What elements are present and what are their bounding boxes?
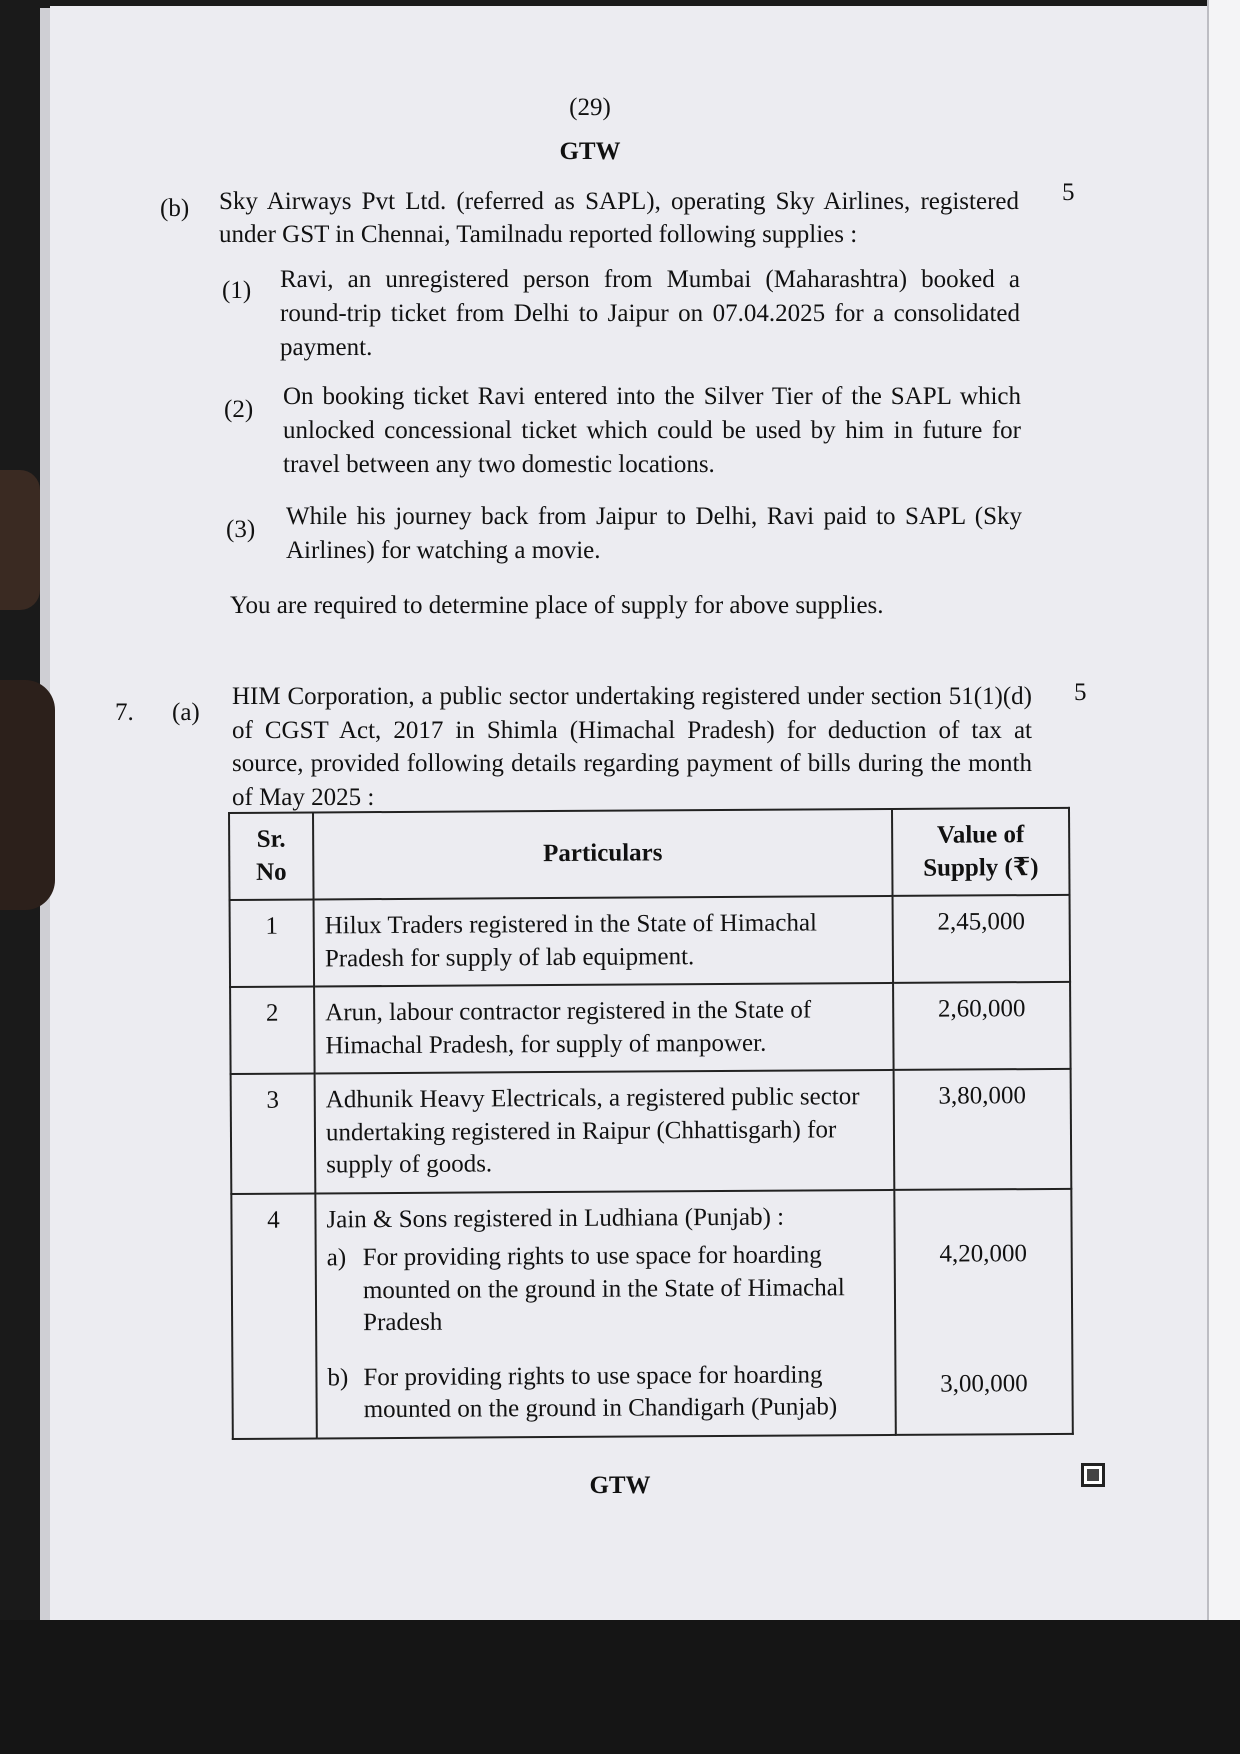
table-row [231,1069,1072,1194]
cell-value: 2,45,000 [893,895,1071,983]
cell-sr: 4 [231,1193,316,1439]
item-text: Ravi, an unregistered person from Mumbai (Maharashtra) booked a round-trip ticket from Delhi to Jaipur on 07.04.2025 for a consolidated payment. [280,266,1020,361]
sub-item-text: For providing rights to use space for hoarding mounted on the ground in the State of Himachal Pradesh [362,1241,845,1337]
sub-item-value: 4,20,000 [939,1239,1028,1268]
table-row [230,982,1071,1074]
sub-item [327,1359,884,1427]
cell-value [894,1188,1072,1434]
question-intro: HIM Corporation, a public sector undertaking registered under section 51(1)(d) of CGST Act, 2017 in Shimla (Himachal Pradesh) for deduction of tax at source, provided following details regarding payment of bills during the month of May 2025 : [232,683,1032,811]
question-label: (b) [160,195,190,222]
cell-particulars: Hilux Traders registered in the State of Himachal Pradesh for supply of lab equipment. [314,896,894,987]
cell-value: 2,60,000 [893,982,1071,1070]
sub-item-text: For providing rights to use space for hoarding mounted on the ground in Chandigarh (Punjab) [363,1360,838,1424]
scan-background [0,1620,1240,1754]
question-marks: 5 [1062,179,1075,206]
question-intro: Sky Airways Pvt Ltd. (referred as SAPL), operating Sky Airlines, registered under GST in Chennai, Tamilnadu reported following supplies : [219,188,1019,248]
bills-table [228,807,1074,1440]
paper-code: GTW [559,138,621,165]
square-mark-icon [1081,1463,1105,1487]
cell-particulars: Arun, labour contractor registered in the State of Himachal Pradesh, for supply of manpower. [314,983,894,1074]
header-particulars: Particulars [313,809,893,900]
table-header-row [229,808,1070,900]
header-sr-no: Sr. No [229,812,314,900]
question-number: 7. [115,699,134,726]
item-text: While his journey back from Jaipur to Delhi, Ravi paid to SAPL (Sky Airlines) for watching a movie. [286,503,1022,564]
item-text: On booking ticket Ravi entered into the Silver Tier of the SAPL which unlocked concessional ticket which could be used by him in future for travel between any two domestic locations. [283,383,1021,478]
next-page-edge [1207,0,1240,1660]
cell-sr: 2 [230,986,315,1074]
sub-item-value: 3,00,000 [940,1370,1028,1398]
cell-value: 3,80,000 [894,1069,1072,1190]
cell-sr: 1 [230,899,315,987]
sub-item [327,1239,885,1340]
item-number: (1) [222,277,252,304]
cell-particulars [315,1189,895,1438]
cell-particulars: Adhunik Heavy Electricals, a registered public sector undertaking registered in Raipur (Chhattisgarh) for supply of goods. [315,1070,895,1193]
finger-shadow-lower [0,680,55,910]
sub-item-marker: a) [326,1244,347,1272]
item-number: (3) [226,516,256,543]
header-value: Value of Supply (₹) [892,808,1070,896]
page-number: (29) [569,94,611,121]
question-marks: 5 [1074,679,1087,706]
sub-item-marker: b) [327,1363,349,1391]
item-number: (2) [224,396,254,423]
table-row [231,1188,1072,1438]
cell-sr: 3 [231,1073,316,1193]
question-label: (a) [172,699,200,726]
footer-code: GTW [589,1472,651,1499]
table-row [230,895,1071,987]
row-heading: Jain & Sons registered in Ludhiana (Punjab) : [326,1203,785,1233]
question-closing: You are required to determine place of supply for above supplies. [230,592,884,619]
finger-shadow [0,470,40,610]
